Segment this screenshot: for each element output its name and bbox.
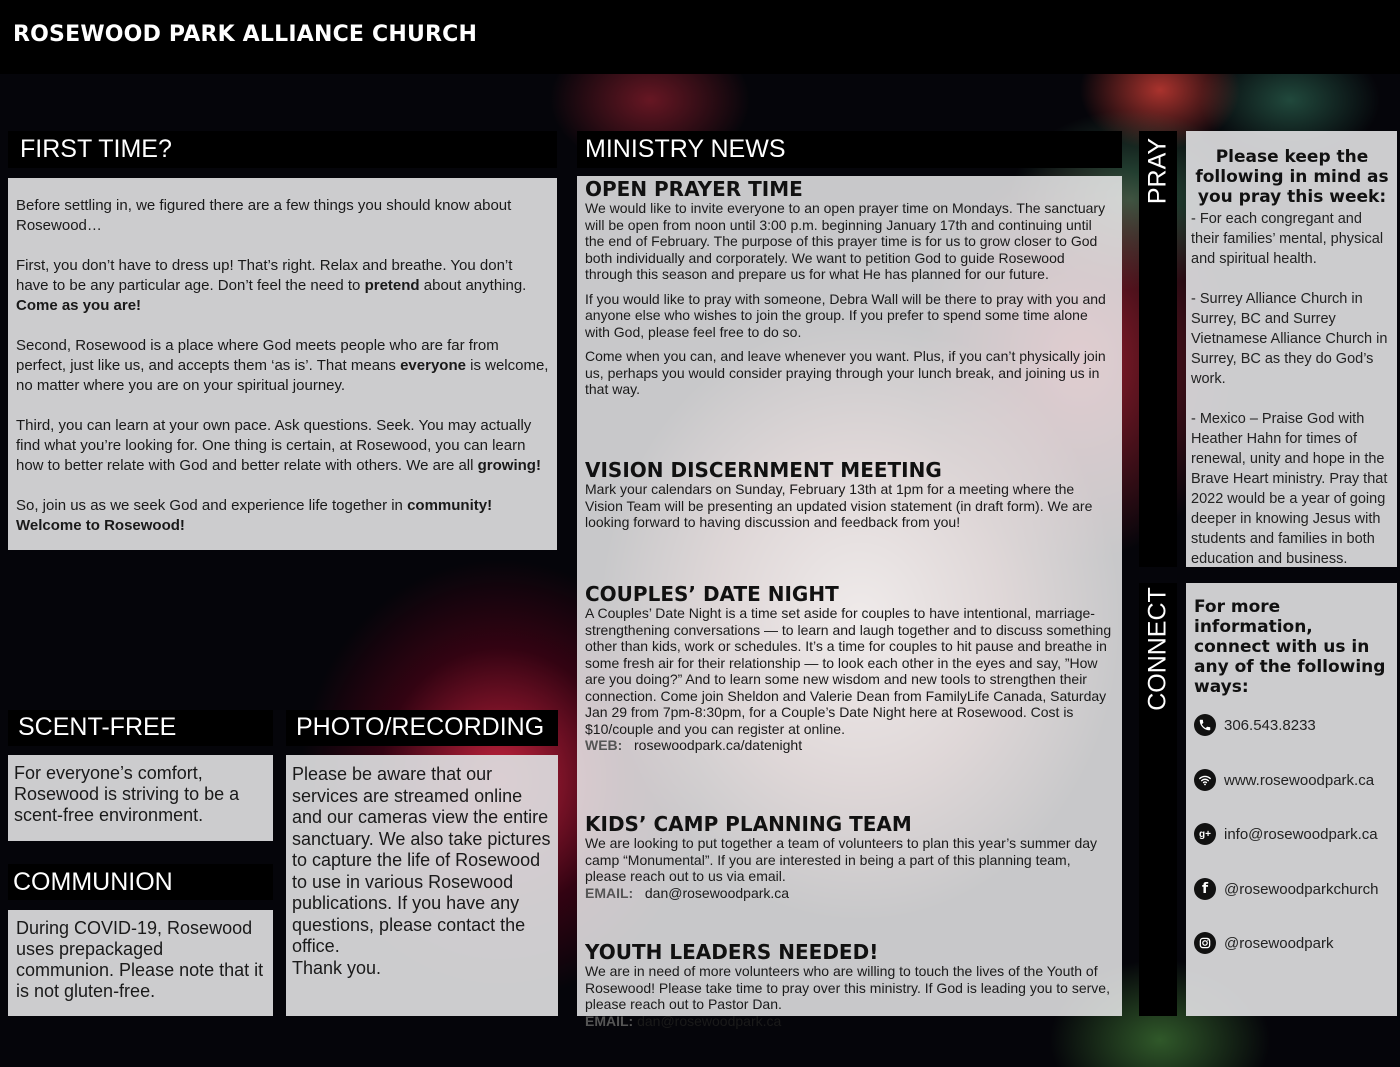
news-kids-camp [585,813,1114,941]
communion-heading: COMMUNION [8,864,273,900]
email-link: info@rosewoodpark.ca [1224,825,1378,843]
first-time-paragraph-join: So, join us as we seek God and experience life together in community! Welcome to Rosewood! [16,497,493,534]
first-time-intro: Before settling in, we figured there are a few things you should know about Rosewood… [16,197,512,234]
news-text: We are looking to put together a team of volunteers to plan this year’s summer day camp “Monumental”. If you are interested in being a part of this planning team, please reach out to us via email. [585,835,1098,884]
phone-number: 306.543.8233 [1224,716,1316,734]
news-vision-meeting [585,459,1114,583]
phone-icon [1194,714,1216,736]
ministry-news-heading: MINISTRY NEWS [577,131,1122,168]
news-email-line: EMAIL: dan@rosewoodpark.ca [585,884,790,901]
contact-facebook[interactable] [1194,878,1378,900]
contact-phone[interactable] [1194,714,1316,736]
kids-email-link[interactable]: dan@rosewoodpark.ca [644,884,790,901]
church-name-title: ROSEWOOD PARK ALLIANCE CHURCH [13,22,478,47]
wifi-icon [1194,769,1216,791]
contact-instagram[interactable] [1194,932,1333,954]
news-youth-leaders [585,941,1114,1029]
facebook-handle: @rosewoodparkchurch [1224,880,1379,898]
ministry-news-panel [577,176,1122,1029]
connect-vertical-bar [1139,583,1177,1016]
news-text: Come when you can, and leave whenever you want. Plus, if you can’t physically join us, perhaps you would consider praying through your lunch break, and joining us in that way. [585,348,1106,397]
news-title: VISION DISCERNMENT MEETING [585,458,942,482]
first-time-paragraph-dress: First, you don’t have to dress up! That’s right. Relax and breathe. You don’t have to be any particular age. Don’t feel the need to pretend about anything. Come as you are! [16,257,527,314]
news-title: KIDS’ CAMP PLANNING TEAM [585,812,912,836]
datenight-link[interactable]: rosewoodpark.ca/datenight [634,737,803,753]
pray-panel [1186,131,1397,567]
youth-email-link[interactable]: dan@rosewoodpark.ca [637,1012,782,1029]
news-web-line: WEB: rosewoodpark.ca/datenight [585,737,803,753]
first-time-panel [8,178,557,550]
pray-item: - For each congregant and their families’ mental, physical and spiritual health. [1191,211,1384,267]
news-open-prayer [585,178,1114,446]
photo-recording-thanks: Thank you. [292,957,382,978]
photo-recording-panel [286,755,558,1016]
first-time-paragraph-welcome: Second, Rosewood is a place where God meets people who are far from perfect, just like us, and accepts them ‘as is’. That means everyone is welcome, no matter where you are on your spiritual journey. [16,337,549,394]
pray-label: PRAY [1143,137,1172,205]
news-text: A Couples’ Date Night is a time set aside for couples to have intentional, marriage-strengthening conversations — to learn and laugh together and to discuss something other than kids, work or schedules. It’s a time for couples to hit pause and breathe in some fresh air for their relationship — to look each other in the eyes and say, ”How are you doing?” And to learn some new wisdom and new tools to strengthen their connection. Come join Sheldon and Valerie Dean from FamilyLife Canada, Saturday Jan 29 from 7pm-8:30pm, for a Couple’s Date Night here at Rosewood. Cost is $10/couple and you can register at online. [585,605,1112,737]
news-text: If you would like to pray with someone, Debra Wall will be there to pray with you and anyone else who wishes to join the group. If you prefer to spend some time alone with God, please feel free to do so. [585,290,1106,340]
connect-panel [1186,583,1397,1016]
contact-website[interactable] [1194,769,1374,791]
scent-free-panel: For everyone’s comfort, Rosewood is striving to be a scent-free environment. [8,755,273,841]
connect-heading: For more information, connect with us in any of the following ways: [1194,597,1386,697]
news-title: YOUTH LEADERS NEEDED! [585,940,879,964]
contact-email[interactable] [1194,823,1378,845]
first-time-paragraph-learn: Third, you can learn at your own pace. Ask questions. Seek. You may actually find what you’re looking for. One thing is certain, at Rosewood, you can learn how to better relate with God and better relate with others. We are all growing! [16,417,541,474]
news-couples-date-night [585,583,1114,799]
google-plus-icon: g+ [1194,823,1216,845]
photo-recording-text: Please be aware that our services are streamed online and our cameras view the entire sanctuary. We also take pictures to capture the life of Rosewood to use in various Rosewood publications. If you have any questions, please contact the office. [292,764,551,956]
news-text: We would like to invite everyone to an open prayer time on Mondays. The sanctuary will be open from noon until 3:00 p.m. beginning January 17th and continuing until the end of February. The purpose of this prayer time is for us to grow closer to God both individually and corporately. We want to petition God to guide Rosewood through this season and prepare us for what He has planned for our future. [585,200,1106,282]
scent-free-heading: SCENT-FREE [8,710,273,746]
news-title: COUPLES’ DATE NIGHT [585,582,839,606]
pray-vertical-bar [1139,131,1177,567]
communion-panel: During COVID-19, Rosewood uses prepackaged communion. Please note that it is not gluten-free. [8,910,273,1016]
website-link: www.rosewoodpark.ca [1224,771,1375,789]
pray-item: - Surrey Alliance Church in Surrey, BC and Surrey Vietnamese Alliance Church in Surrey, BC as they do God’s work. [1191,291,1388,387]
news-email-line: EMAIL: dan@rosewoodpark.ca [585,1012,782,1029]
news-text: We are in need of more volunteers who are willing to touch the lives of the Youth of Rosewood! Please take time to pray over this ministry. If God is leading you to serve, please reach out to Pastor Dan. [585,963,1110,1012]
news-text: Mark your calendars on Sunday, February 13th at 1pm for a meeting where the Vision Team will be presenting an updated vision statement (in draft form). We are looking forward to having discussion and feedback from you! [585,481,1093,530]
pray-item: - Mexico – Praise God with Heather Hahn for times of renewal, unity and hope in the Brave Heart ministry. Pray that 2022 would be a year of going deeper in knowing Jesus with students and families in both education and business. [1191,411,1388,567]
pray-heading: Please keep the following in mind as you pray this week: [1195,147,1389,207]
instagram-handle: @rosewoodpark [1224,934,1334,952]
instagram-icon [1194,932,1216,954]
news-title: OPEN PRAYER TIME [585,177,803,201]
facebook-icon: f [1194,878,1216,900]
photo-recording-heading: PHOTO/RECORDING [286,710,558,746]
top-header-bar [0,0,1400,74]
connect-label: CONNECT [1143,587,1172,711]
first-time-heading: FIRST TIME? [8,131,557,168]
